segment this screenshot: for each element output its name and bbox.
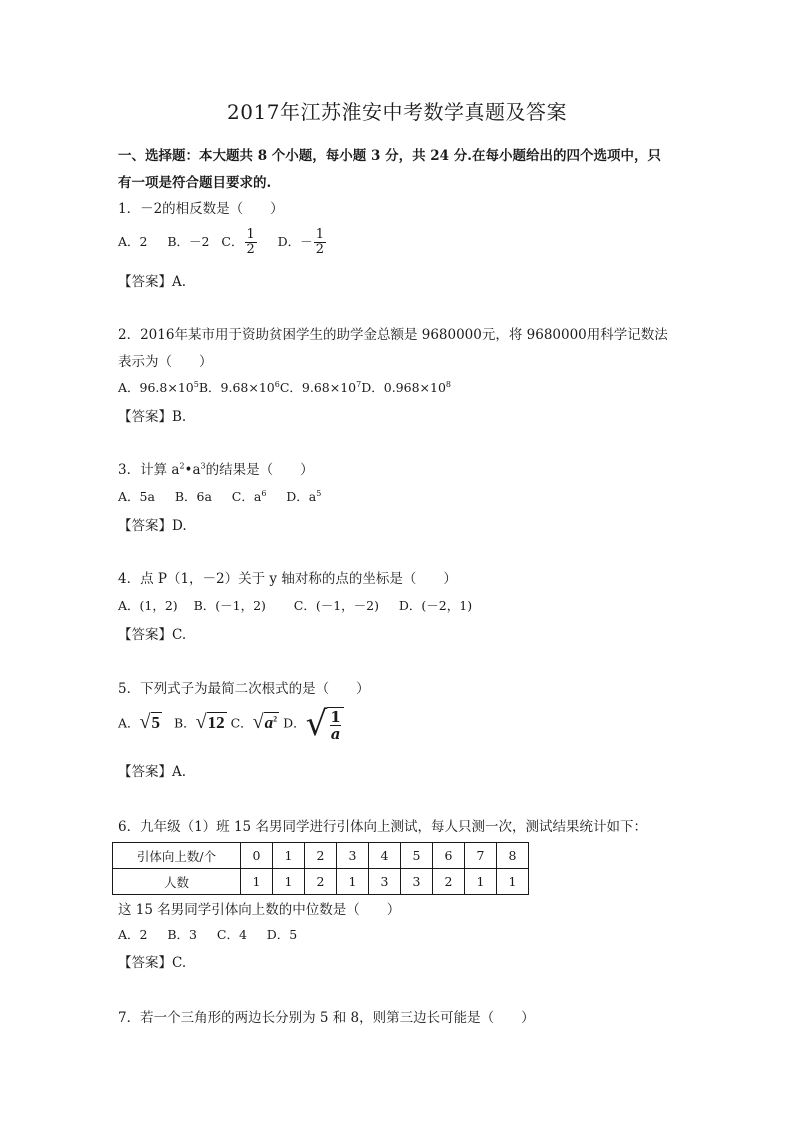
q5-option-c: C． [230,715,253,731]
table-cell: 7 [465,843,497,869]
question-4-stem: 4．点 P（1，－2）关于 y 轴对称的点的坐标是（ ） [118,571,457,587]
question-7-stem: 7．若一个三角形的两边长分别为 5 和 8，则第三边长可能是（ ） [118,1010,535,1026]
q4-option-c: C．(－1，－2) [293,598,380,613]
q3-option-d: D．a [286,489,317,504]
question-2-stem-line2: 表示为（ ） [118,354,213,370]
section-heading-line1: 一、选择题：本大题共 8 个小题，每小题 3 分，共 24 分.在每小题给出的四个选项中，只 [118,148,661,164]
question-6-options [118,925,297,943]
section-heading-line2: 有一项是符合题目要求的. [118,175,272,191]
q5-option-a: A． [118,715,140,731]
q3-option-b: B．6a [174,489,212,504]
table-cell: 1 [497,869,529,895]
table-cell: 2 [305,869,337,895]
q5-option-d: D． [283,715,306,731]
table-row [113,869,529,895]
q1-option-c: C． [221,234,244,249]
q2-option-c: C．9.68×10 [279,380,357,395]
table-cell: 2 [433,869,465,895]
question-5-stem: 5．下列式子为最简二次根式的是（ ） [118,681,370,697]
question-2-answer: 【答案】B. [118,409,187,425]
pullup-stats-table [112,842,529,895]
question-1-answer: 【答案】A. [118,274,187,290]
q2-exp-d: 8 [445,379,451,389]
q6-option-b: B．3 [167,927,197,942]
q5-radical-c: $√a^2$ [252,710,278,733]
question-6-stem: 6．九年级（1）班 15 名男同学进行引体向上测试，每人只测一次，测试结果统计如下： [118,819,647,835]
q4-option-d: D．(－2，1) [398,598,473,613]
question-5-options [118,704,344,744]
table-cell: 3 [337,843,369,869]
q6-option-a: A．2 [118,927,148,942]
question-3-answer: 【答案】D. [118,518,187,534]
q1-option-b: B．－2 [167,234,210,249]
q5-option-b: B． [173,715,196,731]
table-cell: 0 [241,843,273,869]
question-4-options [118,596,472,614]
table-cell: 1 [465,869,497,895]
table-row-header: 引体向上数/个 [113,843,241,869]
question-2-stem-line1: 2．2016年某市用于资助贫困学生的助学金总额是 9680000元，将 9680000用科学记数法 [118,327,668,343]
q2-option-a: A．96.8×10 [118,380,194,395]
table-row [113,843,529,869]
q2-exp-b: 6 [274,379,280,389]
q1-fraction-d: $\frac{1}{2}$ [315,227,324,257]
question-1-options [118,228,327,257]
q1-fraction-c: $\frac{1}{2}$ [246,227,255,257]
table-cell: 3 [401,869,433,895]
question-1-stem: 1．－2的相反数是（ ） [118,201,284,217]
table-cell: 2 [305,843,337,869]
q4-option-a: A．(1，2) [118,598,178,613]
q2-exp-a: 5 [193,379,199,389]
q2-option-d: D．0.968×10 [361,380,446,395]
q3-option-c: C．a [231,489,262,504]
table-cell: 5 [401,843,433,869]
table-cell: 8 [497,843,529,869]
q1-option-d: D．－ [277,234,313,249]
table-row-header: 人数 [113,869,241,895]
question-4-answer: 【答案】C. [118,627,187,643]
q6-option-d: D．5 [266,927,298,942]
q3-option-a: A．5a [118,489,155,504]
table-cell: 1 [337,869,369,895]
q2-exp-c: 7 [356,379,362,389]
q6-option-c: C．4 [216,927,247,942]
table-cell: 1 [273,843,305,869]
question-6-answer: 【答案】C. [118,955,187,971]
table-cell: 1 [241,869,273,895]
question-3-stem: 3．计算 $a^2•a^3$的结果是（ ） [118,461,314,478]
q4-option-b: B．(－1，2) [193,598,266,613]
q5-radical-a: √5 [139,710,161,733]
q5-radical-b: √12 [195,710,225,733]
document-title: 2017年江苏淮安中考数学真题及答案 [227,100,567,124]
table-cell: 4 [369,843,401,869]
table-cell: 3 [369,869,401,895]
question-2-options [118,378,451,396]
q2-option-b: B．9.68×10 [198,380,275,395]
q1-option-a: A．2 [118,234,148,249]
question-3-options: A．5a B．6a C．$a^6$ D．$a^5$ [118,488,322,504]
q5-radical-d: √ $\frac{1}{a}$ [306,704,344,744]
question-5-answer: 【答案】A. [118,764,187,780]
table-cell: 6 [433,843,465,869]
table-cell: 1 [273,869,305,895]
question-6-followup: 这 15 名男同学引体向上数的中位数是（ ） [118,902,401,918]
